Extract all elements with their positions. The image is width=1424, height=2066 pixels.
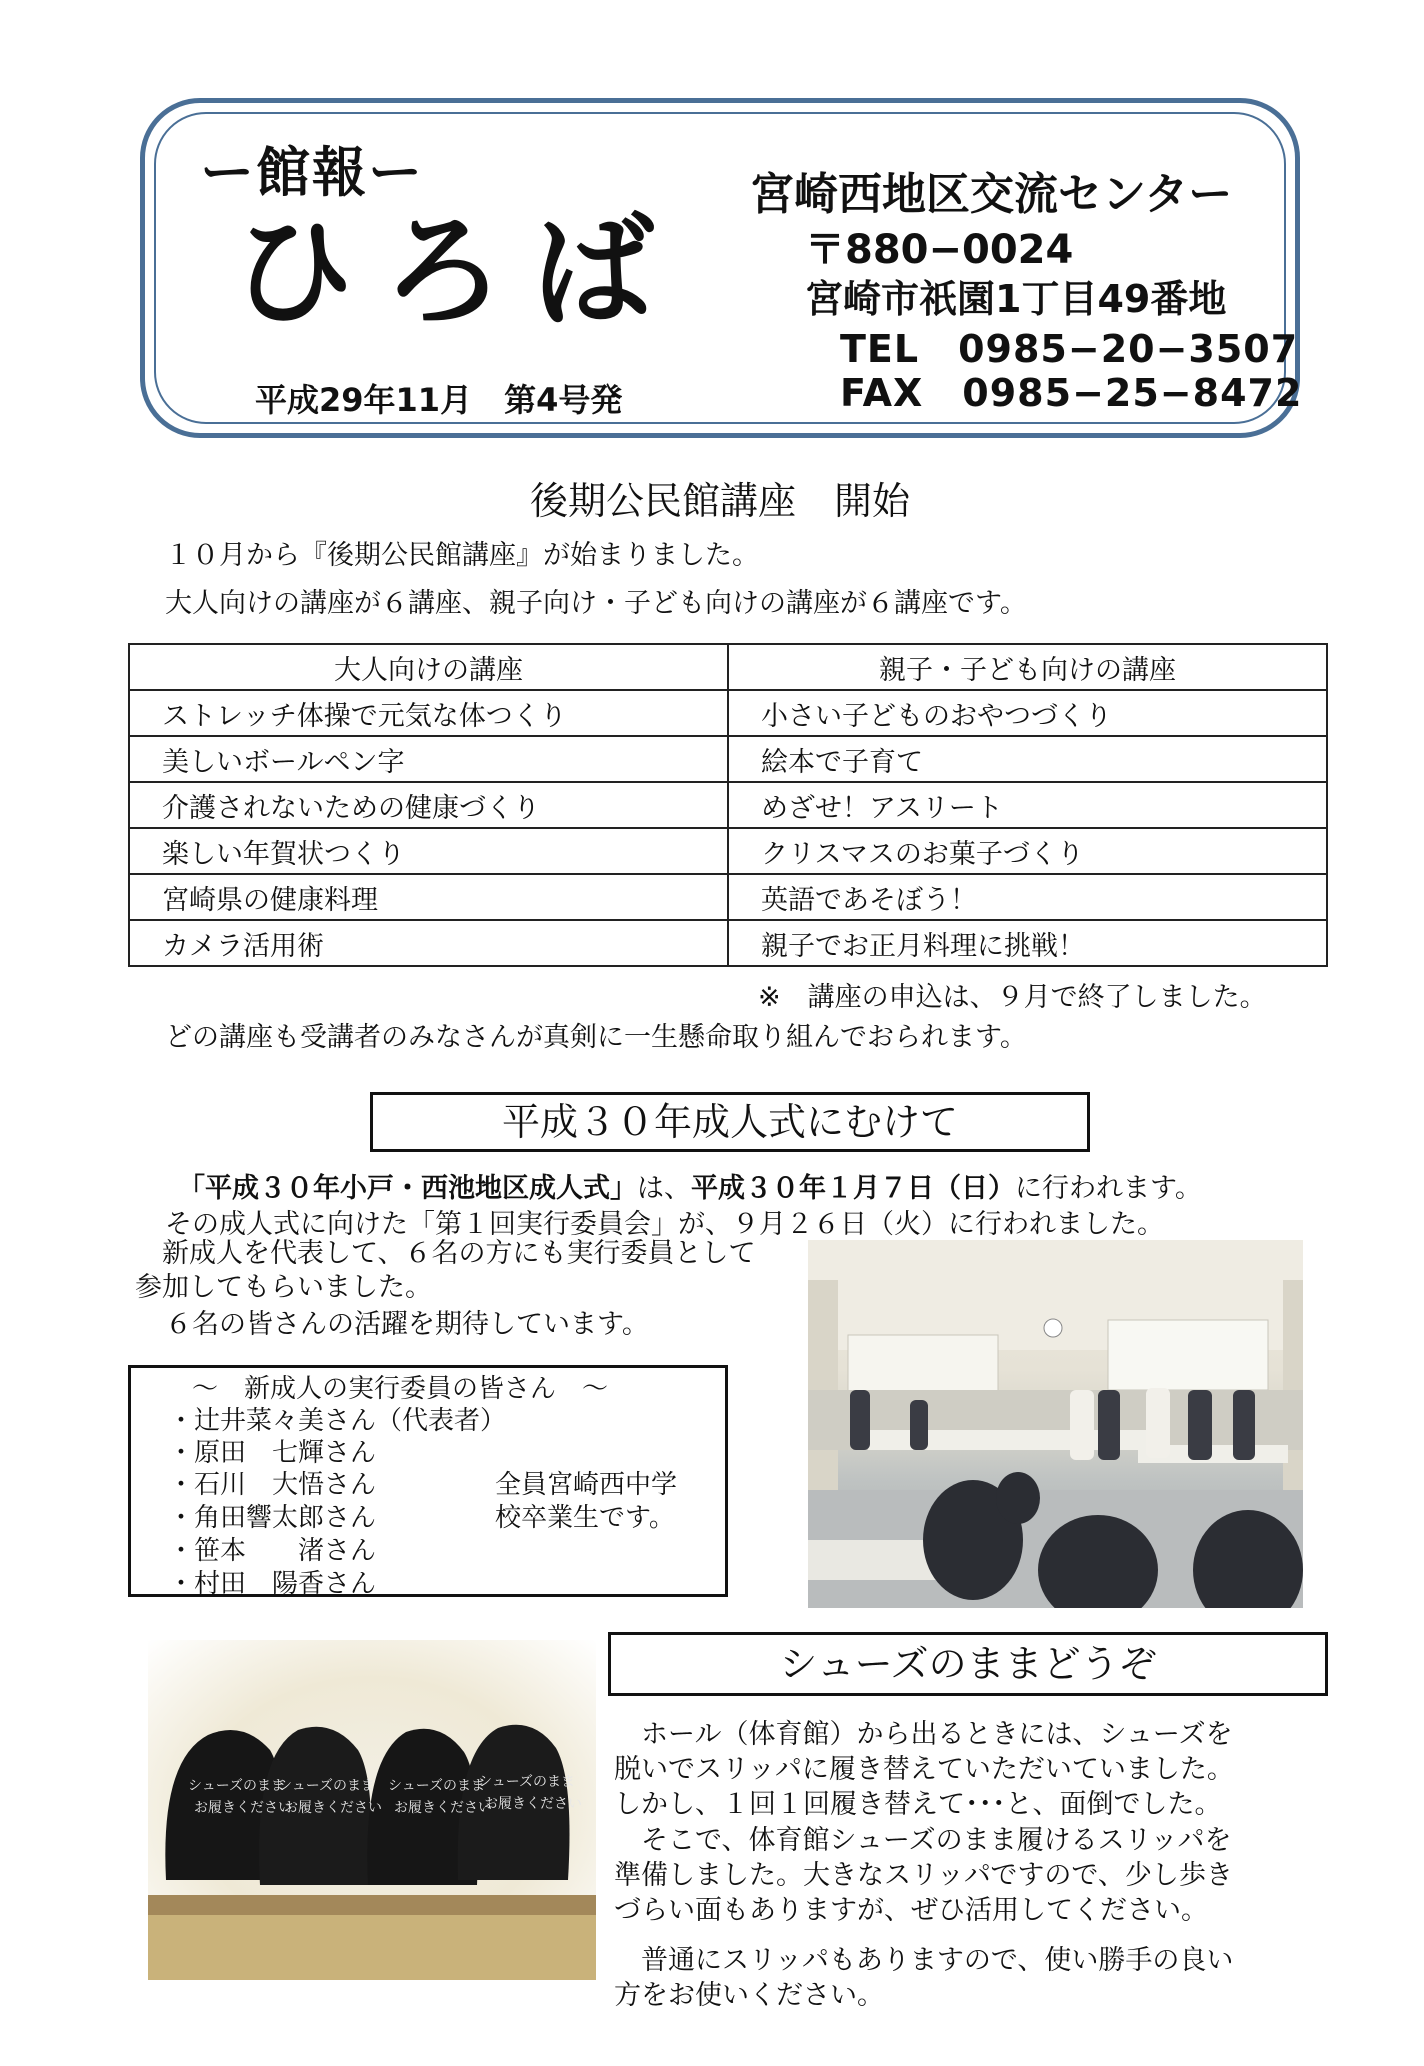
slippers-photo (148, 1640, 596, 1980)
committee-meeting: その成人式に向けた「第１回実行委員会」が、９月２６日（火）に行われました。 (165, 1209, 1164, 1240)
slipper-label: お履きください (284, 1800, 382, 1816)
shoes-text-line: 準備しました。大きなスリッパですので、少し歩き (614, 1860, 1233, 1891)
section-title-shoes: シューズのままどうぞ (608, 1632, 1328, 1696)
courses-summary: 大人向けの講座が６講座、親子向け・子ども向けの講座が６講座です。 (165, 588, 1027, 619)
slipper-label: シューズのまま (478, 1774, 576, 1790)
table-cell: クリスマスのお菓子づくり (728, 828, 1327, 874)
registration-note: ※ 講座の申込は、９月で終了しました。 (758, 982, 1267, 1013)
shoes-text-line: 普通にスリッパもありますので、使い勝手の良い (614, 1945, 1234, 1976)
member-item: ・石川 大悟さん (168, 1470, 377, 1500)
courses-closing: どの講座も受講者のみなさんが真剣に一生懸命取り組んでおられます。 (165, 1022, 1027, 1053)
member-item: ・村田 陽香さん (168, 1569, 377, 1599)
table-row (129, 828, 1327, 874)
shoes-text-line: そこで、体育館シューズのまま履けるスリッパを (614, 1825, 1232, 1856)
table-cell: 小さい子どものおやつづくり (728, 690, 1327, 736)
slipper-label: お履きください (194, 1800, 292, 1816)
members-note: 全員宮崎西中学 (495, 1470, 678, 1500)
shoes-text-line: 方をお使いください。 (614, 1980, 884, 2011)
ceremony-text: は、 (637, 1173, 691, 1204)
slipper-label: シューズのまま (388, 1778, 486, 1794)
table-cell: ストレッチ体操で元気な体つくり (129, 690, 728, 736)
newsletter-title: ひろば (232, 201, 682, 343)
slippers-drawing (148, 1640, 596, 1980)
shoes-text-line: しかし、１回１回履き替えて･･･と、面倒でした。 (614, 1789, 1222, 1820)
postal-code: 〒880−0024 (805, 227, 1074, 273)
members-note: 校卒業生です。 (495, 1503, 675, 1533)
meeting-photo (808, 1240, 1303, 1608)
committee-expectation: ６名の皆さんの活躍を期待しています。 (165, 1309, 649, 1340)
member-item: ・辻井菜々美さん（代表者） (168, 1406, 507, 1436)
shoes-text-line: 脱いでスリッパに履き替えていただいていました。 (614, 1754, 1234, 1785)
table-cell: 介護されないための健康づくり (129, 782, 728, 828)
ceremony-date: 平成３０年１月７日（日） (691, 1173, 1015, 1204)
slipper-label: お履きください (394, 1800, 492, 1816)
organization-name: 宮崎西地区交流センター (750, 169, 1233, 220)
telephone: TEL 0985−20−3507 (840, 327, 1299, 371)
table-row (129, 920, 1327, 966)
table-row (129, 782, 1327, 828)
issue-date: 平成29年11月 第4号発 (255, 381, 623, 419)
shoes-text-line: づらい面もありますが、ぜひ活用してください。 (614, 1895, 1208, 1926)
section-title-ceremony: 平成３０年成人式にむけて (370, 1092, 1090, 1152)
meeting-photo-drawing (808, 1240, 1303, 1608)
slipper-label: シューズのまま (278, 1778, 376, 1794)
ceremony-name: 「平成３０年小戸・西池地区成人式」 (178, 1173, 637, 1204)
slipper-label: お履きください (484, 1796, 582, 1812)
shoes-text-line: ホール（体育館）から出るときには、シューズを (614, 1719, 1233, 1750)
newsletter-label: ー館報ー (200, 141, 424, 204)
member-item: ・原田 七輝さん (168, 1438, 377, 1468)
table-row (129, 736, 1327, 782)
table-cell: カメラ活用術 (129, 920, 728, 966)
table-cell: 英語であそぼう！ (728, 874, 1327, 920)
table-cell: 絵本で子育て (728, 736, 1327, 782)
table-row (129, 690, 1327, 736)
column-header: 大人向けの講座 (129, 644, 728, 690)
section-title-courses: 後期公民館講座 開始 (530, 479, 911, 523)
address: 宮崎市祇園1丁目49番地 (805, 277, 1227, 321)
table-header-row (129, 644, 1327, 690)
column-header: 親子・子ども向けの講座 (728, 644, 1327, 690)
member-item: ・角田響太郎さん (168, 1503, 377, 1533)
courses-intro: １０月から『後期公民館講座』が始まりました。 (165, 540, 759, 571)
committee-paragraph: 新成人を代表して、６名の方にも実行委員として参加してもらいました。 (135, 1238, 756, 1303)
table-cell: 美しいボールペン字 (129, 736, 728, 782)
ceremony-announcement (178, 1166, 1202, 1205)
table-row (129, 874, 1327, 920)
table-cell: 親子でお正月料理に挑戦！ (728, 920, 1327, 966)
courses-table (128, 643, 1328, 967)
fax: FAX 0985−25−8472 (840, 371, 1303, 415)
members-heading: ～ 新成人の実行委員の皆さん ～ (192, 1374, 609, 1404)
ceremony-text-end: に行われます。 (1015, 1173, 1202, 1204)
table-cell: 宮崎県の健康料理 (129, 874, 728, 920)
table-cell: めざせ！アスリート (728, 782, 1327, 828)
member-item: ・笹本 渚さん (168, 1536, 377, 1566)
slipper-label: シューズのまま (188, 1778, 286, 1794)
table-cell: 楽しい年賀状つくり (129, 828, 728, 874)
